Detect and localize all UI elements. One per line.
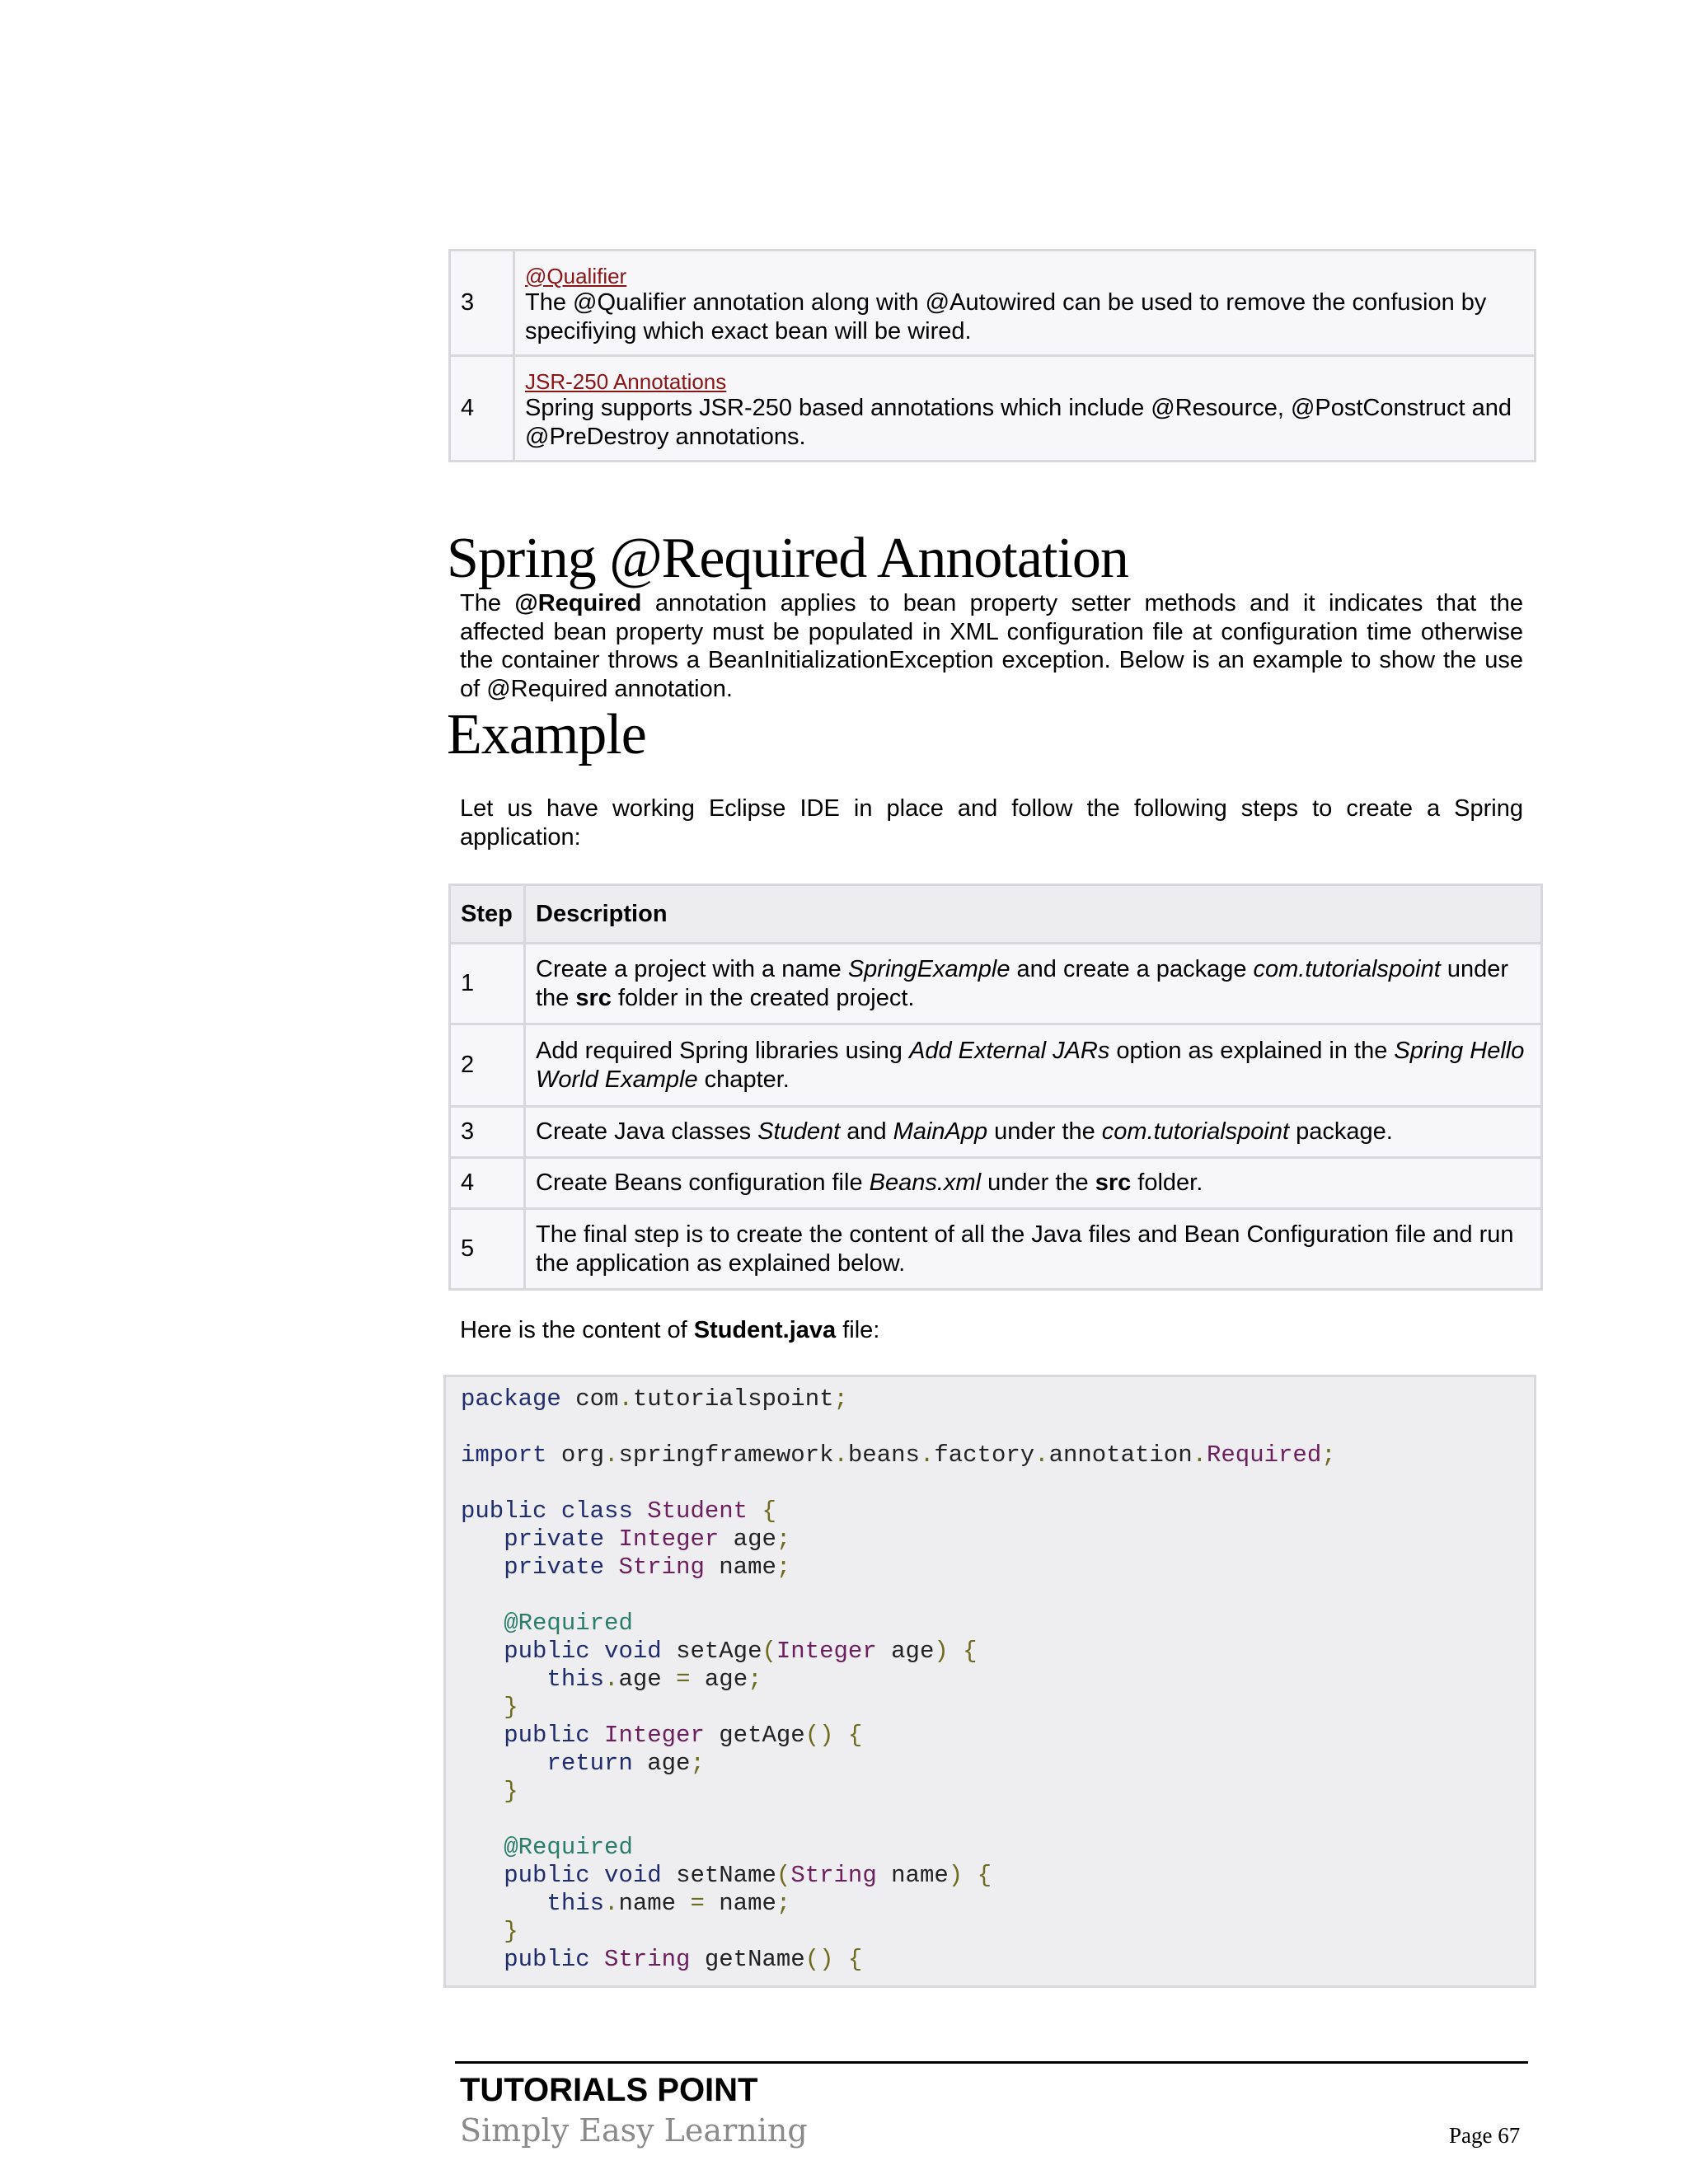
content-text: Here is the content of (460, 1317, 694, 1343)
row-number: 4 (450, 356, 514, 462)
table-row (450, 1158, 1542, 1209)
section-title: Spring @Required Annotation (447, 527, 1128, 590)
step-description: Create Beans configuration file Beans.xml under the src folder. (525, 1158, 1542, 1209)
qualifier-link[interactable]: @Qualifier (525, 263, 627, 288)
jsr250-link[interactable]: JSR-250 Annotations (525, 368, 727, 394)
steps-body (450, 944, 1542, 1290)
intro-bold: @Required (514, 590, 642, 616)
table-row (450, 1024, 1542, 1107)
step-description: Add required Spring libraries using Add External JARs option as explained in the Spring Hello World Example chapter. (525, 1024, 1542, 1107)
table-row (450, 356, 1536, 462)
page-number: Page 67 (1449, 2123, 1521, 2148)
intro-text: The (460, 590, 515, 616)
footer-tagline: Simply Easy Learning (460, 2112, 808, 2149)
row-description (514, 356, 1536, 462)
example-intro: Let us have working Eclipse IDE in place and follow the following steps to create a Spring application: (460, 795, 1523, 851)
table-header-row (450, 885, 1542, 944)
section-intro (460, 589, 1523, 703)
step-number: 2 (450, 1024, 525, 1107)
code-block: package com.tutorialspoint; import org.springframework.beans.factory.annotation.Required; public class Student { private Integer age; private String name; @Required public void setAge(Integer age) { this.age = age; } public Integer getAge() { return age; } @Required public void setName(String name) { this.name = name; } public String getName() { (443, 1375, 1536, 1988)
steps-table (448, 883, 1543, 1291)
content-intro (460, 1316, 1523, 1345)
table-row (450, 1209, 1542, 1290)
row-text: The @Qualifier annotation along with @Autowired can be used to remove the confusion by specifiying which exact bean will be wired. (525, 288, 1487, 344)
row-text: Spring supports JSR-250 based annotations which include @Resource, @PostConstruct and @PreDestroy annotations. (525, 394, 1512, 450)
example-title: Example (447, 703, 646, 766)
step-number: 4 (450, 1158, 525, 1209)
footer-divider (455, 2061, 1528, 2064)
file-name: Student.java (693, 1317, 837, 1343)
step-header: Step (450, 885, 525, 944)
step-number: 1 (450, 944, 525, 1024)
step-description: Create Java classes Student and MainApp under the com.tutorialspoint package. (525, 1107, 1542, 1158)
table-row (450, 944, 1542, 1024)
row-number: 3 (450, 251, 514, 356)
step-number: 3 (450, 1107, 525, 1158)
row-description (514, 251, 1536, 356)
footer-brand: TUTORIALS POINT (460, 2072, 758, 2108)
intro-text: annotation applies to bean property setter methods and it indicates that the affected bean property must be populated in XML configuration file at configuration time otherwise the container throws a BeanInitializationException exception. Below is an example to show the use of @Required annotation. (460, 590, 1523, 702)
step-description: Create a project with a name SpringExample and create a package com.tutorialspoint under the src folder in the created project. (525, 944, 1542, 1024)
annotations-table (448, 249, 1536, 462)
step-number: 5 (450, 1209, 525, 1290)
description-header: Description (525, 885, 1542, 944)
content-text: file: (836, 1317, 880, 1343)
table-row (450, 1107, 1542, 1158)
step-description: The final step is to create the content of all the Java files and Bean Configuration file and run the application as explained below. (525, 1209, 1542, 1290)
table-row (450, 251, 1536, 356)
